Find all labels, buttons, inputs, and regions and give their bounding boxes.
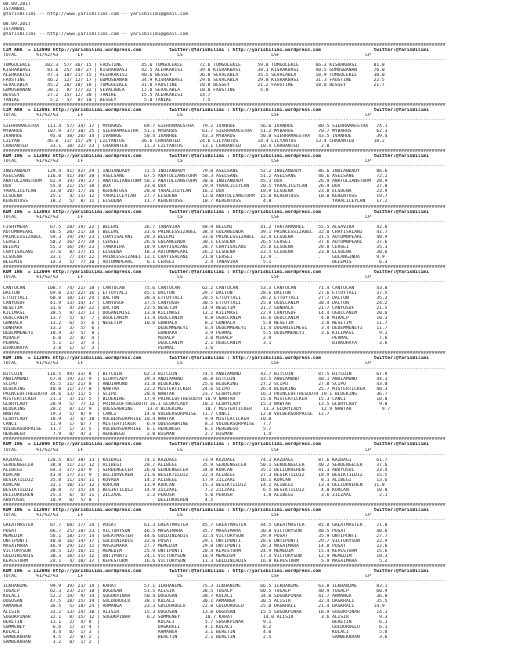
section-separator: ################################################################################################################################################################ — [3, 103, 446, 109]
section-separator: ################################################################################################################################################################ — [3, 42, 446, 48]
table-row: GOLDINIADIS 30.3 10/ 11/ 12 | UNTIPUNTI 24.1 VICTORYSUN 18.9 MEMEDIM 17.4 VICTORYSUN 12.9 MEMEDIM 10.3 — [3, 553, 388, 559]
table-row: NESETIM 31.6 4/ 20/ 22 | DALTON 23.5 NESETIM 14.9 NESETIM 21.7 GUNHALA 21.7 CANYUSUF 21.5 — [3, 305, 388, 311]
section-separator: ################################################################################################################################################################ — [3, 437, 446, 443]
table-row: BESIKTILDIZ 30.8 7/ 15/ 14 | BESIKTILDIZ 14.9 ZILZAAL 7.2 ZILZAAL 6.5 BESIKTILDIZ 4.0 KORCAN 10.8 — [3, 488, 388, 493]
table-row: DEDEMMENEYI 10.9 3/ 5/ 8 | GUNHARA 3.9 PERMAL 5.5 DEDEMMENEYI 3.6 KILIMASI 9.1 — [3, 331, 388, 337]
table-row: MASAIMARA 46.9 29/ 12/ 11 | MASAIMARA 27.7 MEMEDIM 29.0 UNTIPUNTI 28.3 MASAIMARA 14.8 PUSAT 22.6 — [3, 543, 388, 549]
report-contact-2: @YarisBilimi -- http://www.yarisbilimi.com -- yarisbilimi@gmail.com — [3, 32, 189, 38]
table-row: NAWTAR 19.3 5/ 8/ 9 | CANCI 14.0 VOLBERSURPRISE 11.7 CANCI 12.0 VOLBERSURPRISE 12.7 — [3, 412, 330, 418]
table-row: ARMANGA 36.5 5/ 18/ 24 | ARMANGA 23.3 GULDUROGLU 22.0 GULDUROGLU 25.8 DAGKRALI 21.4 DAGKRALI 14.9 — [3, 604, 385, 610]
table-row: BLUEKING 40.0 11/ 17/ 8 | NAWTAR 22.2 MISTERTICKER 24.6 SCIPO 26.4 BLUEKING 25.7 MISTERTICKER 40.3 — [3, 386, 388, 392]
table-row: KEPESTORM 24.1 4/ 10/ 17 | KEPESTORM 16.6 VICTORYSUN 11.3 GOLDINIADIS 16.8 KEPESTORM 5.9 MASAIMARA 5.2 — [3, 558, 388, 564]
section-rule: ---------------------------------------------------------------------------------------------------------------------------------------------------------------- — [3, 366, 446, 372]
table-row: AUTUMNPEARL 66.5 20/ 21/ 18 | BELEMI 33.6 PRINCESSIZABEL 38.4 GULANGINDA 39.1 PRINCESSIZABEL 32.0 CHAYISALANI 41.7 — [3, 229, 388, 235]
race-column-headers: TOTAL %1/%2/%3 LF LS LSF LP — [3, 513, 371, 519]
table-row: SERDENGECER 38.8 11/ 21/ 12 | ALIBEGI 28.7 ALIBEGI 35.9 SERDENGECER 50.1 SERDENGECER 40.2 SERDENGECER 37.6 — [3, 462, 388, 468]
table-row: VICTORYSUN 38.5 12/ 16/ 11 | MEMEDIM 25.9 UNTIPUNTI 20.4 KEPESTORM 24.9 MEMEDIM 15.4 KEPESTORM 15.6 — [3, 548, 388, 554]
table-row: ABUYUSUL 10.9 0/ 5/ 8 | DELIURVEREN 4.5 — [3, 498, 214, 504]
table-row: CANCI 11.9 1/ 6/ 7 | MISTERTICKER 6.9 ODESSABRINE 8.3 VOLBERSURPRISE 7.7 — [3, 422, 272, 428]
table-row: FISHYMERA 67.5 28/ 19/ 22 | BELEMI 36.7 TANAVIRA 48.9 BELEMI 41.2 TAKTARMAREL 55.5 ALSAVIRA 42.0 — [3, 224, 388, 230]
table-row: PUSAT 66.7 25/ 18/ 23 | VICTORYSUN 46.5 MASAIMARA 35.7 MASAIMARA 30.8 VICTORYSUN 40.5 PUSAT 40.0 — [3, 528, 388, 534]
table-row: VOLBERSURPRISE 11.7 1/ 3/ 5 | VOLBERSURPRISE 6.1 HEREWEGO 6.1 HEREWEGO 5.7 — [3, 427, 272, 433]
section-separator: ################################################################################################################################################################ — [3, 503, 446, 509]
race-sections — [3, 43, 527, 645]
section-rule: ---------------------------------------------------------------------------------------------------------------------------------------------------------------- — [3, 164, 446, 169]
table-row: SIERRAMAESTRA 111.4 57/ 34/ 17 | MYBAROS 69.7 SIERRAMAESTRA 79.2 IVANHOE 56.6 IVANHOE 80.5 SIERRAMAESTRA 74.1 — [3, 123, 388, 129]
race-title: KUM ING = 112098 http://yarisbilimi.wordpress.com twitter:@YarisBilimi : http://yarisbilimi.wordpress.com twitter:@YarisBilimi — [3, 569, 429, 574]
report-city-2: ISTANBUL — [3, 27, 26, 33]
race-column-headers: TOTAL %1/%2/%3 LF LS LSF LP — [3, 361, 371, 367]
table-row: SOGUKPINAR 32.1 8/ 15/ 12 | SOGUKPINAR 6.2 SOMMENEY 10.7 KARAT 14.0 ALISIR 3.6 ALISIR 9.3 — [3, 614, 388, 620]
race-title: KUM ING = 112095 http://yarisbilimi.wordpress.com twitter:@YarisBilimi : http://yarisbilimi.wordpress.com twitter:@YarisBilimi — [3, 356, 429, 362]
table-row: INDIANDADY 129.4 41/ 42/ 29 | INDIANDADY 72.5 INDIANDADY 79.0 ASELSANE 52.2 INDIANDADY 86.6 INDIANDADY 86.6 — [3, 169, 388, 175]
table-row: FAUSTINE 46.2 12/ 12/ 17 | GUMUSBANAN 34.9 KISRAKBASI 29.6 SEVALABLA 29.8 KISRAKBASI 31.3 FAUSTINE 22.5 — [3, 77, 385, 83]
table-row: GUNHARA 13.2 3/ 5/ 6 | DEDEMMENEYI 6.4 DEDEMMENEYI 11.4 DOGANISIMESI 3.4 DEDEMMENEYI 11.7 — [3, 326, 388, 331]
table-row: DELIURVEREN 25.3 6/ 4/ 11 | ZILZAAL 2.2 PEKUSH 5.0 PEKUSH 1.8 ALIBEGI 3.6 ZILZAAL 2.1 — [3, 493, 388, 499]
table-row: ELSUENA 25.1 4/ 11/ 12 | YARALICEYLAN 27.7 ELSUENA 12.0 ANATOLIANSTORM 15.0 KERENTOSS 10.8 KERENTOSS 19.7 — [3, 194, 388, 200]
table-row: CERSEI 58.2 16/ 27/ 20 | CERSEI 26.6 GULANGINDA 30.1 ELSUENA 26.5 CERSEI 37.6 AUTUMNPEARL 37.6 — [3, 239, 388, 245]
table-row: MIRALP 6.0 2/ 0/ 4 | MIRALP 3.0 MIRALP 2.9 PERMAL 7.6 — [3, 336, 388, 342]
table-row: PRINCEOFTHESOUTH 34.6 13/ 11/ 5 | SCIPO 20.6 NAWTAR 23.7 GLORYLADY 16.3 PRINCEOFTHESOUTH 19.1 BLUEKING 36.7 — [3, 391, 388, 397]
race-column-headers: TOTAL %1/%2/%3 LF LS LSF LP — [3, 574, 371, 580]
table-row: ANATOLIANSTORM 62.4 19/ 19/ 27 | ANATOLIANSTORM 50.1 ANATOLIANSTORM 30.0 INDIANDADY 45.3 DUX 26.9 ANATOLIANSTORM 28.9 — [3, 179, 388, 185]
table-row: CANYUSUF 41.9 13/ 14/ 17 | CANYUSUF 37.5 CANYUSUF 30.5 ETTOYTALI 25.8 OGULCANIM 30.4 DALTON 24.2 — [3, 300, 388, 306]
race-column-headers: TOTAL %1/%2/%3 LF LS LSF LP — [3, 52, 371, 58]
table-row: KISRAKBASI 81.6 25/ 30/ 27 | KISRAKBASI 42.5 ALERKAKISI 39.8 KISRAKBASI 38.1 KISRAKBASI 40.5 GUMUSBANAN 76.0 — [3, 67, 385, 73]
table-row: OGULCANIM 13.7 5/ 6/ 7 | OGULCANIM 11.4 OGULCANIM 8.8 OGULCANIM 16.6 OGULCANIM 4.8 MIRALP 10.3 — [3, 315, 388, 321]
table-row: KULALI 4.4 0/ 1/ 3 | ARMANGA 3.1 BERETIN 4.0 KULALI 5.8 — [3, 629, 388, 635]
table-row: GLORYLADY 20.9 5/ 7/ 12 | PRINCEOFTHESOUTH 16.1 GLORYLADY 10.2 GLORYLADY 15.3 NAWTAR 13.5 GLORYLADY 9.0 — [3, 401, 388, 407]
table-row: SCIPO 45.5 11/ 21/ 8 | ANDIAMOND 31.8 BLUEKING 25.6 BLUEKING 27.2 SCIPO 27.0 SCIPO 43.0 — [3, 381, 388, 387]
table-row: TUMGULEKLE 102.3 57/ 36/ 15 | FAUSTINE 45.6 TUMGULEKLE 72.6 TUMGULEKLE 59.8 TUMGULEKLE 66.3 KISRAKBASI 81.8 — [3, 62, 385, 68]
section-separator: ################################################################################################################################################################ — [3, 148, 446, 154]
table-row: TOGALP 62.3 23/ 21/ 18 | DOGUSAN 51.5 ALISIR 38.5 TOGALP 60.5 TOGALP 40.9 TOGALP 60.9 — [3, 589, 388, 595]
table-row: YARALICEYLAN 33.0 10/ 17/ 16 | KERENTOSS 28.0 YARALICEYLAN 16.2 DUX 18.9 ELSUENA 23.0 ELSUENA 23.9 — [3, 189, 388, 195]
table-row: ILKHANIME 99.9 39/ 23/ 14 | KARAT 57.1 ILKHANIME 75.3 ILKHANIME 66.5 ILKHANIME 63.8 ILKHANIME 83.1 — [3, 584, 388, 590]
race-column-headers: TOTAL %1/%2/%3 LF LS LSF LP — [3, 447, 371, 453]
table-row: HEREWEGO 7.9 0/ 4/ 3 | HEREWEGO 2.0 BIGMAN 2.7 BIGMAN 1.4 — [3, 432, 272, 438]
race-title: KUM ING = 112097 http://yarisbilimi.wordpress.com twitter:@YarisBilimi : http://yarisbilimi.wordpress.com twitter:@YarisBilimi — [3, 508, 429, 514]
table-row: MISTERTICKER 21.3 3/ 11/ 5 | BLUEKING 17.9 PRINCEOFTHESOUTH 16.9 NAWTAR 15.6 MISTERTICKER 15.3 CANCI 10.8 — [3, 396, 388, 402]
table-row: BELEMIS 14.3 5/ 7/ 10 | AUTUMNPEARL 6.1 CERSEI 2.4 TANAVIRA 5.1 BELEMIS 6.3 — [3, 260, 388, 266]
table-row: ALIBEGI 64.3 17/ 24/ 9 | SERDENGECER 26.0 SERDENGECER 34.0 KORCAN 35.1 DELIURVEREN 41.1 ABUYUSUL 23.4 — [3, 467, 388, 473]
table-row: SOMMENEY 6.6 1/ 3/ 4 | DAGKRALI 4.1 KULALI 8.2 GULDUROGLU 6.1 — [3, 624, 388, 630]
report-city: ISTANBUL — [3, 7, 26, 13]
race-title: KUM ING = 112092 http://yarisbilimi.wordpress.com twitter:@YarisBilimi : http://yarisbilimi.wordpress.com twitter:@YarisBilimi — [3, 153, 429, 159]
section-rule: ---------------------------------------------------------------------------------------------------------------------------------------------------------------- — [3, 57, 446, 63]
report-contact: @YarisBilimi -- http://www.yarisbilimi.com -- yarisbilimi@gmail.com — [3, 12, 189, 18]
table-row: LILYAN 46.6 11/ 15/ 29 | LILYANTUS 36.6 CHARANTED 24.6 LILYANTUS 14.4 LILYANTUS 13.4 CHARANTED 18.2 — [3, 138, 385, 144]
table-row: SAMBEKKHAN 3.2 0/ 1/ 2 | — [3, 639, 100, 645]
table-row: KILIMASI 30.5 9/ 12/ 13 | DOGANIMISI 13.8 KILIMASI 12.2 KILIMASI 22.9 CANYUSUF 14.4 OGULCANIM 20.6 — [3, 310, 388, 316]
section-rule: ---------------------------------------------------------------------------------------------------------------------------------------------------------------- — [3, 219, 446, 225]
table-row: KORCAN 43.0 17/ 21/ 9 | DELIURVEREN 21.6 BESIKTILDIZ 22.4 ALIBEGI 27.3 BESIKTILDIZ 18.9 BESIKTILDIZ 15.5 — [3, 472, 388, 478]
table-row: GREATMASTER 87.7 60/ 17/ 14 | PUSAT 61.3 GREATMASTER 45.7 GREATMASTER 44.5 GREATMASTER 85.8 GREATMASTER 71.0 — [3, 523, 388, 529]
table-row: DOGUSAN 47.5 18/ 15/ 19 | GULDUROGLU 38.1 KULALI 30.1 ARMANGA 30.5 ALISIR 32.4 DAGKRALI 35.5 — [3, 599, 388, 605]
section-separator: ################################################################################################################################################################ — [3, 351, 446, 357]
section-rule: ---------------------------------------------------------------------------------------------------------------------------------------------------------------- — [3, 579, 446, 585]
table-row: TANIKE 5.2 5/ 8/ 10 | BESSEY 5.0 TANIKE 7.5 — [3, 98, 211, 104]
table-row: BITCOIN 116.5 49/ 33/ 8 | BITCOIN 62.3 BITCOIN 74.5 ANDIAMOND 43.7 BITCOIN 87.5 BITCOIN 67.9 — [3, 371, 388, 377]
section-rule: ---------------------------------------------------------------------------------------------------------------------------------------------------------------- — [3, 452, 446, 458]
section-rule: ---------------------------------------------------------------------------------------------------------------------------------------------------------------- — [3, 280, 446, 286]
race-title: CIM ARA = 112091 http://yarisbilimi.wordpress.com twitter:@YarisBilimi : http://yarisbilimi.wordpress.com twitter:@YarisBilimi — [3, 108, 429, 114]
table-row: BESSEY 27.2 15/ 12/ 30 | TANIKE 15.5 ALERKAKISI 14.7 — [3, 93, 211, 99]
table-row: SAMBEKKHAN 4.5 2/ 0/ 2 | BERETIN 2.1 BERETIN 2.5 SAMBEKKHAN 3.6 — [3, 634, 388, 640]
table-row: BIRKURAYA 3.8 1/ 1/ 3 | PERMAL 1.6 — [3, 346, 214, 352]
table-row: IVANHOE 95.0 38/ 28/ 34 | IVANHOE 50.4 IVANHOE 43.3 MYBAROS 50.0 SIERRAMAESTRA 43.5 IVANHOE 39.4 — [3, 133, 388, 139]
section-rule: ---------------------------------------------------------------------------------------------------------------------------------------------------------------- — [3, 518, 446, 524]
race-title: KUM ING = 112093 http://yarisbilimi.wordpress.com twitter:@YarisBilimi : http://yarisbilimi.wordpress.com twitter:@YarisBilimi — [3, 209, 429, 215]
table-row: KERENTOSS 18.2 5/ 8/ 11 | ELSUENA 11.7 KERENTOSS 10.7 KERENTOSS 4.8 YARALICEYLAN 17.2 — [3, 199, 388, 205]
race-column-headers: TOTAL %1/%2/%3 LF LS LSF LP — [3, 275, 371, 281]
table-row: BESIKTILDIZ 35.8 11/ 14/ 11 | KOVADA 14.2 ALIBEGI 17.9 ZILZAAL 16.1 KORCAN 8.1 ALIBEGI 13.6 — [3, 477, 388, 483]
section-rule: ---------------------------------------------------------------------------------------------------------------------------------------------------------------- — [3, 118, 446, 124]
table-row: GLORYLADY 18.9 3/ 6/ 10 | VOLBERSURPRISE 10.4 NAWTAR 9.9 MISTERTICKER 10.0 — [3, 417, 272, 423]
table-row: ASELSANE 116.0 41/ 30/ 38 | ASELSANE 67.5 ANATOLIANSTORM 50.3 ASELSANE 51.2 ASELSANE 46.6 ASELSANE 72.2 — [3, 174, 388, 180]
table-row: CHAYISALANI 37.6 8/ 17/ 15 | ELSUENA 18.3 AUTUMNPEARL 26.2 ELSUENA 23.5 ELSUENA 23.8 ELSUENA 30.6 — [3, 250, 388, 256]
race-column-headers: TOTAL %1/%2/%3 LF LS LSF LP — [3, 158, 371, 164]
table-row: ELSUENA 33.1 7/ 14/ 22 | PRINCESSIZABEL 13.1 CHAYISALANI 21.8 CERSEI 12.9 . . GULANGINDA 9.9 — [3, 255, 385, 261]
table-row: ALISIR 33.2 13/ 14/ 10 | ALISIR 15.3 DOGUSAN 13.0 DOGUSAN 15.5 SOGUKPINAR 18.9 SOGUKPINAR 14.1 — [3, 609, 388, 615]
race-column-headers: TOTAL %1/%2/%3 LF LS LSF LP — [3, 113, 371, 119]
table-row: UNTIPUNTI 48.0 16/ 14/ 17 | GOLDINIADIS 32.6 PUSAT 29.1 UNTIPUNTI 28.6 UNTIPUNTI 29.7 VICTORYSUN 22.9 — [3, 538, 388, 544]
table-row: ANDIAMOND 67.0 19/ 22/ 9 | GLORYLADY 39.4 ANDIAMOND 36.8 BITCOIN 43.5 ANDIAMOND 40.1 ANDIAMOND 44.1 — [3, 376, 388, 382]
race-column-headers: TOTAL %1/%2/%3 LF LS LSF LP — [3, 214, 371, 220]
table-row: SEVALABLA 45.2 20/ 10/ 18 | TUMGULEKLE 31.8 FAUSTINE 18.8 BESSEY 21.2 FAUSTINE 18.8 BESSEY 21.7 — [3, 83, 385, 88]
table-row: PRINCESSIZABEL 59.3 19/ 19/ 23 | CHAYISALANI 28.3 BELEMI 33.6 PRINCESSIZABEL 32.4 ELSUENA 31.5 AUTUMNPEARL 40.9 — [3, 234, 388, 240]
table-row: KULALI 52.2 19/ 9/ 14 | SOGUKPINAR 50.4 DOGUSAN 30.7 KULALI 34.0 SOGUKPINAR 41.7 ARMANGA 36.0 — [3, 594, 388, 600]
race-title: KUM ING = 112094 http://yarisbilimi.wordpress.com twitter:@YarisBilimi : http://yarisbilimi.wordpress.com twitter:@YarisBilimi — [3, 270, 429, 276]
table-row: ALERKAKISI 47.3 10/ 21/ 15 | ALERKAKISI 40.6 BESSEY 36.8 SEVALABLA 35.5 SEVALABLA 18.9 TUMGULEKLE 30.0 — [3, 72, 385, 78]
section-separator: ################################################################################################################################################################ — [3, 204, 446, 210]
section-separator: ################################################################################################################################################################ — [3, 265, 446, 271]
race-title: KUM ING = 112096 http://yarisbilimi.wordpress.com twitter:@YarisBilimi : http://yarisbilimi.wordpress.com twitter:@YarisBilimi — [3, 442, 429, 448]
race-title: CIM ARA = 112090 http://yarisbilimi.wordpress.com twitter:@YarisBilimi : http://yarisbilimi.wordpress.com twitter:@YarisBilimi — [3, 47, 429, 53]
table-row: CANTUCAN 108.7 74/ 21/ 18 | CANTUCAN 75.6 CANTUCAN 62.2 CANTUCAN 53.3 CANTUCAN 71.4 CANTUCAN 43.8 — [3, 285, 388, 291]
table-row: BLUEKING 20.2 8/ 12/ 9 | ODESSABRINE 13.4 BLUEKING 10.7 MISTERTICKER 13.3 GLORYLADY 12.9 NAWTAR 9.7 — [3, 407, 391, 412]
section-separator: ################################################################################################################################################################ — [3, 563, 446, 569]
table-row: BELEMI 55.3 16/ 19/ 23 | TANAVIRA 18.9 CHAYISALANI 28.7 CHAYISALANI 25.8 ELSUENA 28.8 CERSEI 35.3 — [3, 245, 388, 250]
report-date: 08.09.2017 — [3, 2, 31, 7]
table-row: CHARANTED 33.1 10/ 22/ 23 | CHARANTED 11.3 LILYANTUS 13.1 CHARANTED 10.4 CHARANTED 2.0 — [3, 143, 330, 149]
table-row: GUMUSBANAN 38.1 8/ 17/ 32 | SEVALABLA 17.0 SEVALABLA 18.0 FAUSTINE 5.8 — [3, 88, 269, 94]
table-row: DUX 55.8 21/ 15/ 18 | DUX 33.0 DUX 29.9 YARALICEYLAN 20.5 YARALICEYLAN 26.9 DUX 27.0 — [3, 184, 388, 190]
table-row: KORCAN 32.1 10/ 11/ 12 | KORCAN 13.9 KORCAN 15.3 BESIKTILDIZ 14.2 ALIBEGI 13.4 DELIURVEREN 11.8 — [3, 482, 385, 488]
table-row: GUNHALA 13.2 6/ 5/ 6 | NESETIM 10.6 GUNHALA 8.2 GUNHALA 5.8 NESETIM 3.0 NESETIM 11.7 — [3, 320, 388, 326]
table-row: DALTON 69.0 23/ 22/ 16 | ETTOYTALI 45.1 DALTON 29.7 DALTON 28.6 DALTON 27.6 ETTOYTALI 37.5 — [3, 290, 388, 296]
table-row: MEMEDIM 56.1 18/ 17/ 14 | GREATMASTER 44.6 GOLDINIADIS 32.4 VICTORYSUN 29.9 PUSAT 35.9 UNTIPUNTI 27.7 — [3, 533, 388, 539]
race-report-document — [3, 2, 527, 656]
report-date-2: 08.09.2017 — [3, 22, 31, 28]
table-row: ETTOYTALI 60.8 18/ 13/ 24 | DALTON 38.4 ETTOYTALI 28.5 ETTOYTALI 28.2 ETTOYTALI 27.7 DALTON 35.3 — [3, 295, 388, 301]
table-row: MYBAROS 107.9 37/ 30/ 25 | SIERRAMAESTRA 51.1 MYBAROS 61.7 SIERRAMAESTRA 51.2 MYBAROS 70.7 MYBAROS 62.3 — [3, 128, 388, 134]
table-row: KAZDAGI 128.5 85/ 30/ 13 | KAZDAGI 74.1 KAZDAGI 73.9 KAZDAGI 74.3 KAZDAGI 87.6 KAZDAGI 61.7 — [3, 457, 388, 463]
table-row: PERMAL 5.1 1/ 3/ 3 | OGULCANIM 2.1 OGULCANIM 3.1 BIRKURAYA 3.6 — [3, 341, 388, 347]
table-row: BERETIN 11.1 2/ 4/ 8 | KULALI 5.7 SOGUKPINAR 9.1 BERETIN 6.1 — [3, 619, 388, 625]
